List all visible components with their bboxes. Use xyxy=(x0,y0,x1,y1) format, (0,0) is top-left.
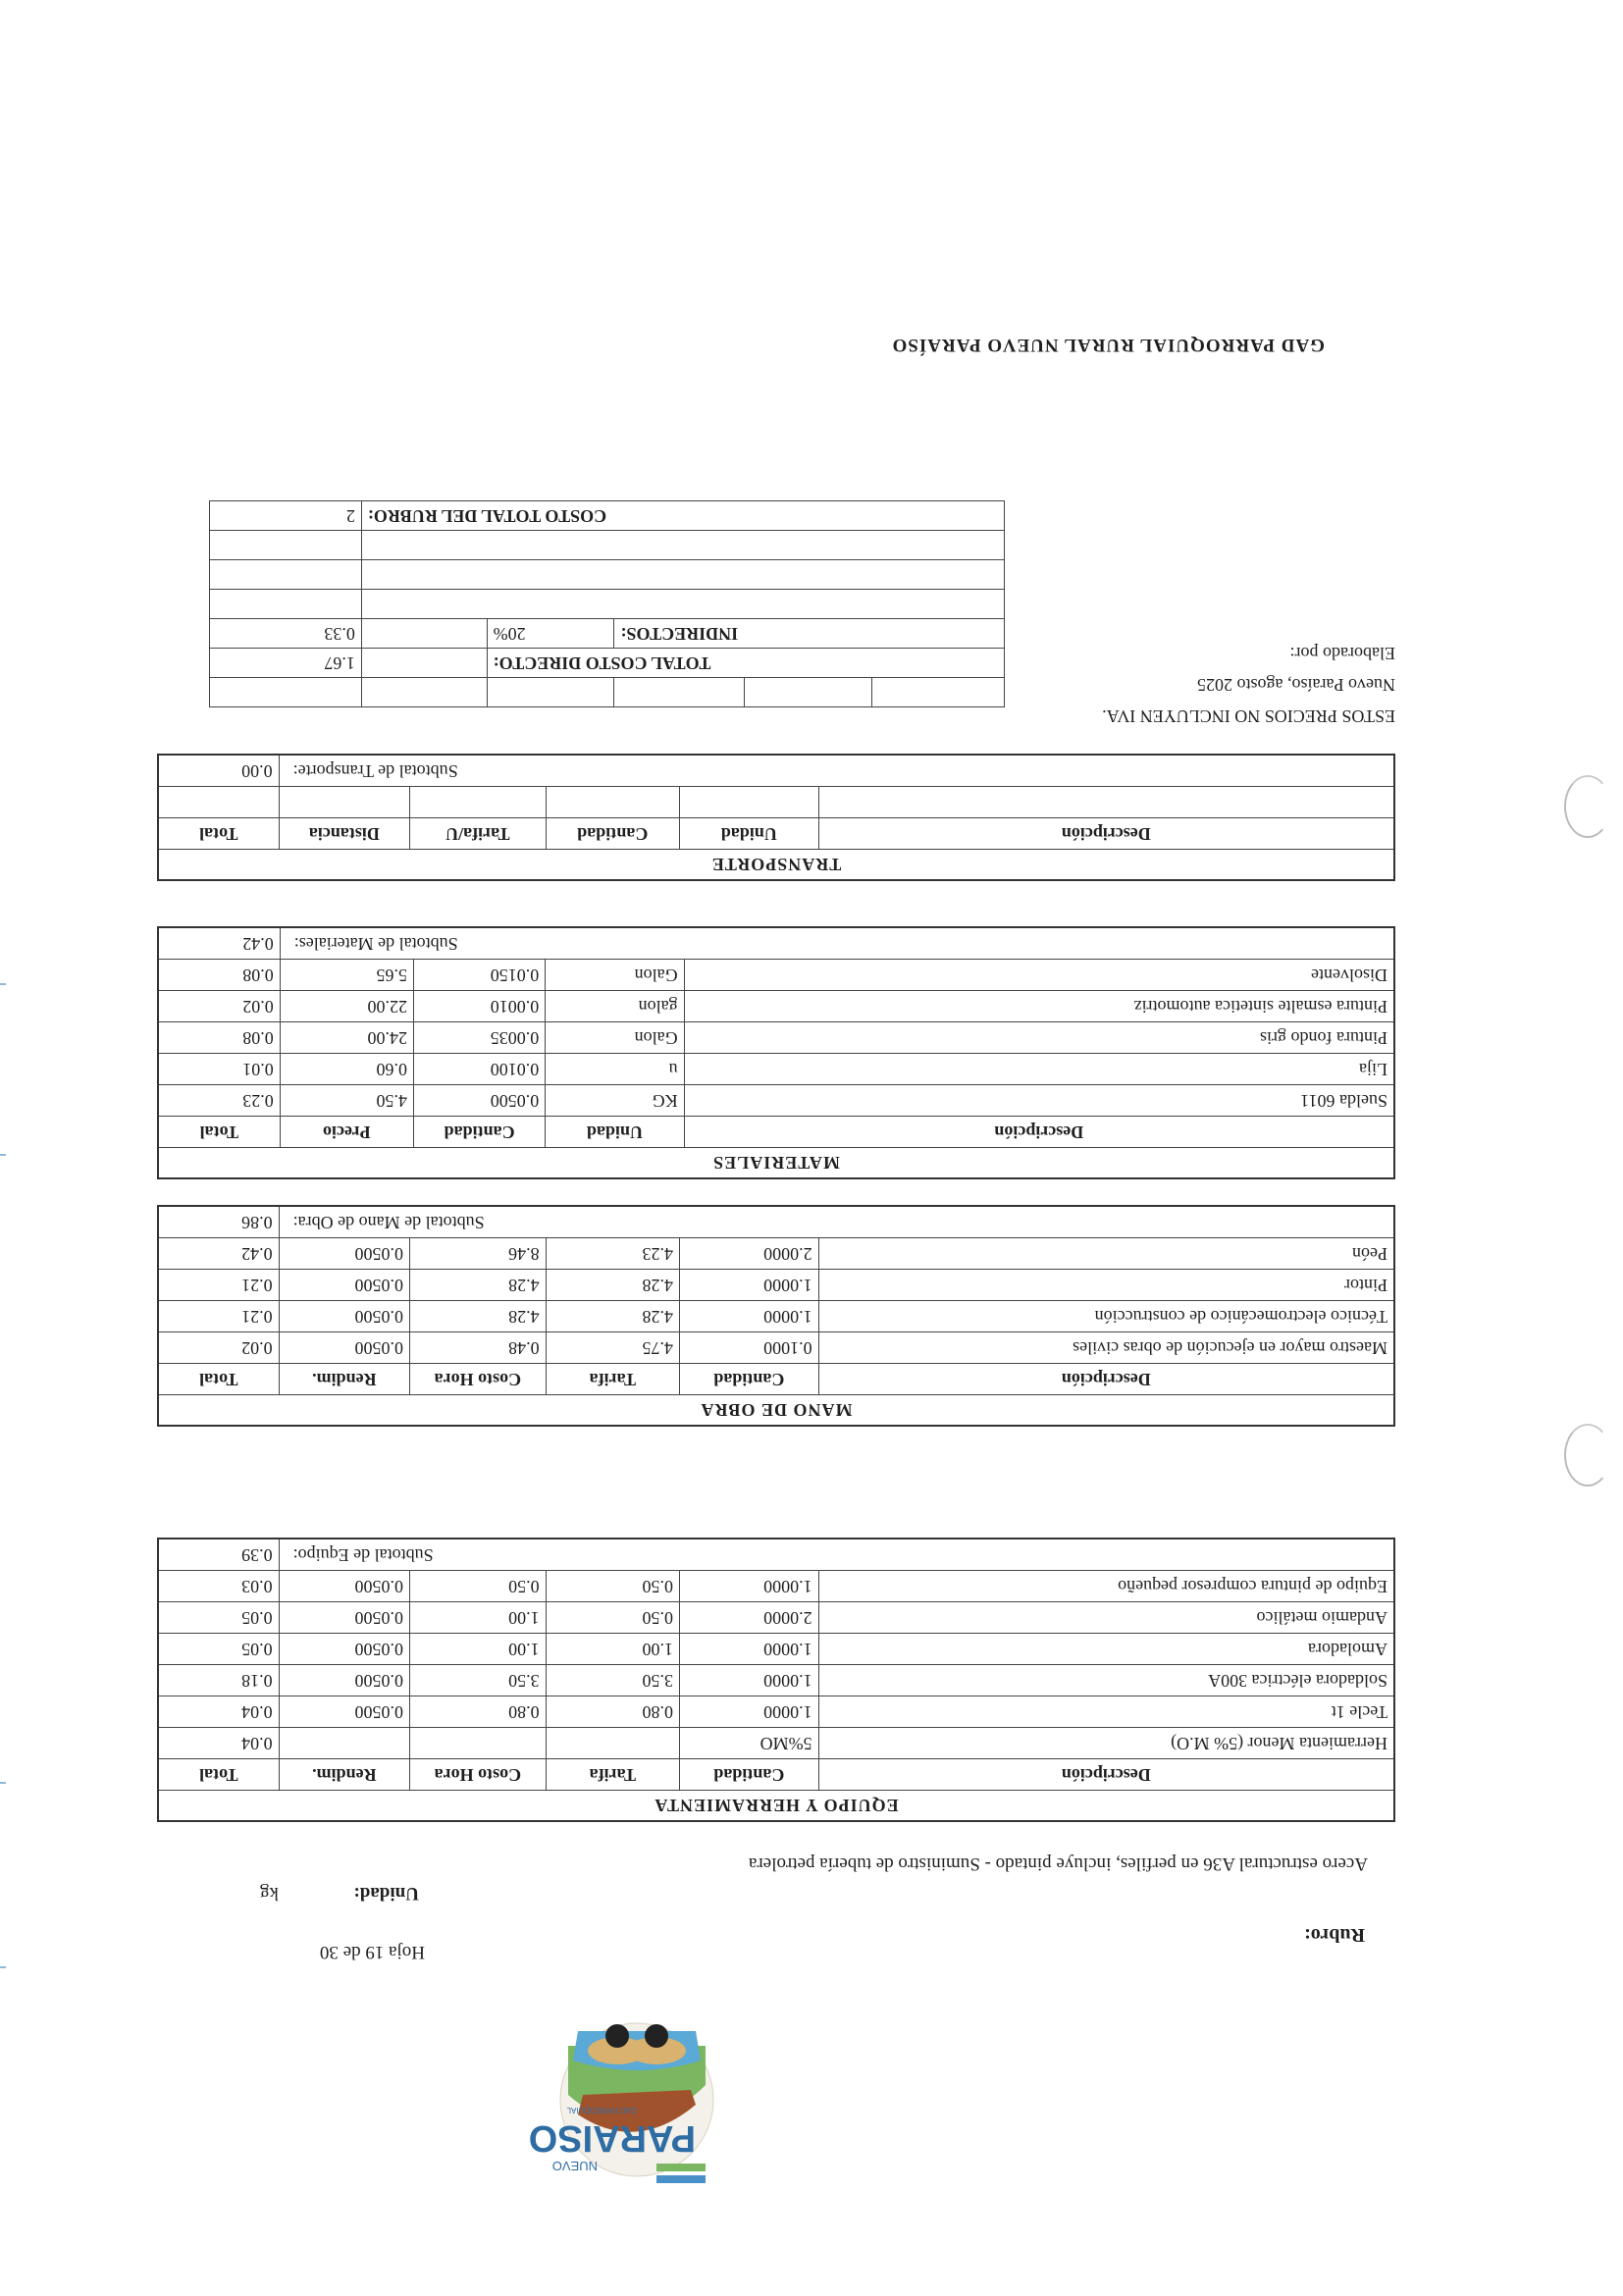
cell-desc: Suelda 6011 xyxy=(684,1085,1394,1117)
cell-total: 0.42 xyxy=(158,1238,279,1270)
cell-desc: Soldadora eléctrica 300A xyxy=(818,1665,1394,1696)
transporte-header-unidad: Unidad xyxy=(680,818,819,850)
mano-obra-header-costo-hora: Costo Hora xyxy=(410,1364,547,1395)
cell-cantidad: 0.0010 xyxy=(414,991,546,1022)
cell-tarifa: 0.50 xyxy=(546,1602,679,1634)
cell-total: 0.08 xyxy=(158,960,280,991)
cell-rendim: 0.0500 xyxy=(279,1665,409,1696)
cell-precio: 24.00 xyxy=(280,1022,413,1054)
cell-total: 0.04 xyxy=(158,1696,279,1728)
totals-table xyxy=(209,500,1005,707)
indirectos-value: 0.33 xyxy=(210,619,362,649)
punch-hole-mark xyxy=(1564,1424,1611,1487)
cell-costo-hora: 4.28 xyxy=(410,1301,547,1332)
equipo-header-cantidad: Cantidad xyxy=(680,1759,819,1791)
unidad-label: Unidad: xyxy=(353,1883,419,1904)
cell-cantidad: 2.0000 xyxy=(680,1238,819,1270)
cell-rendim: 0.0500 xyxy=(279,1301,409,1332)
cell-costo-hora xyxy=(410,1728,547,1759)
equipo-title: EQUIPO Y HERRAMIENTA xyxy=(158,1791,1394,1822)
equipo-subtotal-value: 0.39 xyxy=(158,1539,279,1571)
cell-cantidad: 1.0000 xyxy=(680,1696,819,1728)
total-directo-label: TOTAL COSTO DIRECTO: xyxy=(487,649,1004,678)
table-row xyxy=(158,1571,1394,1602)
materiales-header-desc: Descripción xyxy=(684,1117,1394,1148)
equipo-header-total: Total xyxy=(158,1759,279,1791)
cell-total: 0.05 xyxy=(158,1634,279,1665)
table-row xyxy=(158,1054,1394,1085)
cell-total: 0.08 xyxy=(158,1022,280,1054)
cell-cantidad: 5%MO xyxy=(680,1728,819,1759)
margin-mark xyxy=(0,1966,6,1968)
indirectos-label: INDIRECTOS: xyxy=(614,619,1005,649)
cell-total: 0.18 xyxy=(158,1665,279,1696)
table-row xyxy=(158,1270,1394,1301)
equipo-header-rendim: Rendim. xyxy=(279,1759,409,1791)
cell-rendim: 0.0500 xyxy=(279,1270,409,1301)
logo-text-bottom: GAD PARROQUIAL xyxy=(566,2106,637,2114)
cell-unidad: u xyxy=(546,1054,684,1085)
cell-costo-hora: 4.28 xyxy=(410,1270,547,1301)
cell-costo-hora: 1.00 xyxy=(410,1602,547,1634)
transporte-header-cantidad: Cantidad xyxy=(546,818,679,850)
cell-desc: Lija xyxy=(684,1054,1394,1085)
page-number: Hoja 19 de 30 xyxy=(319,1942,425,1962)
transporte-title: TRANSPORTE xyxy=(158,850,1394,881)
cell-total: 0.02 xyxy=(158,1332,279,1364)
mano-obra-subtotal-value: 0.86 xyxy=(158,1206,279,1238)
punch-hole-mark xyxy=(1564,775,1611,838)
cell-tarifa: 0.80 xyxy=(546,1696,679,1728)
mano-obra-subtotal-label: Subtotal de Mano de Obra: xyxy=(279,1206,1394,1238)
cell-desc: Herramienta Menor (5% M.O) xyxy=(818,1728,1394,1759)
materiales-header-total: Total xyxy=(158,1117,280,1148)
table-row xyxy=(158,787,1394,818)
cell-unidad: Galon xyxy=(546,1022,684,1054)
materiales-header-cantidad: Cantidad xyxy=(414,1117,546,1148)
cell-unidad: KG xyxy=(546,1085,684,1117)
cell-total: 0.01 xyxy=(158,1054,280,1085)
cell-cantidad: 1.0000 xyxy=(680,1665,819,1696)
materiales-table xyxy=(157,926,1395,1179)
table-row xyxy=(158,1022,1394,1054)
equipo-header-tarifa: Tarifa xyxy=(546,1759,679,1791)
transporte-subtotal-value: 0.00 xyxy=(158,755,279,787)
cell-cantidad: 0.0100 xyxy=(414,1054,546,1085)
materiales-subtotal-value: 0.42 xyxy=(158,927,280,960)
margin-mark xyxy=(0,1154,6,1156)
materiales-header-precio: Precio xyxy=(280,1117,413,1148)
cell-desc: Equipo de pintura compresor pequeño xyxy=(818,1571,1394,1602)
cell-costo-hora: 1.00 xyxy=(410,1634,547,1665)
mano-obra-table xyxy=(157,1205,1395,1427)
transporte-header-tarifa: Tarifa/U xyxy=(410,818,547,850)
materiales-title: MATERIALES xyxy=(158,1148,1394,1179)
materiales-header-unidad: Unidad xyxy=(546,1117,684,1148)
equipo-header-costo-hora: Costo Hora xyxy=(410,1759,547,1791)
cell-rendim: 0.0500 xyxy=(279,1332,409,1364)
cell-tarifa: 4.28 xyxy=(546,1270,679,1301)
elaborado-por: Elaborado por: xyxy=(1289,644,1395,663)
cell-costo-hora: 0.48 xyxy=(410,1332,547,1364)
cell-total: 0.21 xyxy=(158,1270,279,1301)
cell-cantidad: 0.0035 xyxy=(414,1022,546,1054)
cell-desc: Pintura fondo gris xyxy=(684,1022,1394,1054)
margin-mark xyxy=(0,983,6,985)
cell-tarifa: 4.23 xyxy=(546,1238,679,1270)
table-row xyxy=(158,991,1394,1022)
cell-rendim: 0.0500 xyxy=(279,1602,409,1634)
cell-rendim: 0.0500 xyxy=(279,1571,409,1602)
cell-cantidad: 2.0000 xyxy=(680,1602,819,1634)
equipo-subtotal-label: Subtotal de Equipo: xyxy=(279,1539,1394,1571)
cell-tarifa: 0.50 xyxy=(546,1571,679,1602)
cell-total: 0.04 xyxy=(158,1728,279,1759)
cell-cantidad: 0.1000 xyxy=(680,1332,819,1364)
transporte-table xyxy=(157,754,1395,881)
materiales-subtotal-label: Subtotal de Materiales: xyxy=(280,927,1394,960)
entity-name: GAD PARROQUIAL RURAL NUEVO PARAÍSO xyxy=(891,335,1325,355)
cell-tarifa: 1.00 xyxy=(546,1634,679,1665)
table-row xyxy=(158,1634,1394,1665)
table-row xyxy=(158,1085,1394,1117)
cell-total: 0.23 xyxy=(158,1085,280,1117)
cell-desc: Andamio metálico xyxy=(818,1602,1394,1634)
cell-costo-hora: 0.50 xyxy=(410,1571,547,1602)
costo-total-value: 2 xyxy=(210,501,362,531)
cell-total: 0.05 xyxy=(158,1602,279,1634)
logo-text-top: NUEVO xyxy=(551,2159,598,2173)
transporte-subtotal-label: Subtotal de Transporte: xyxy=(279,755,1394,787)
cell-cantidad: 0.0500 xyxy=(414,1085,546,1117)
costo-total-label: COSTO TOTAL DEL RUBRO: xyxy=(361,501,1004,531)
cell-rendim xyxy=(279,1728,409,1759)
cell-desc: Pintor xyxy=(818,1270,1394,1301)
cell-cantidad: 1.0000 xyxy=(680,1301,819,1332)
table-row xyxy=(158,1332,1394,1364)
rubro-description: Acero estructural A36 en perfiles, incluye pintado - Suministro de tubería petrolera xyxy=(748,1853,1368,1874)
cell-rendim: 0.0500 xyxy=(279,1634,409,1665)
logo-text-main: PARAISO xyxy=(528,2117,696,2159)
mano-obra-header-cantidad: Cantidad xyxy=(680,1364,819,1395)
iva-note: ESTOS PRECIOS NO INCLUYEN IVA. xyxy=(1102,706,1395,726)
cell-desc: Técnico electromecánico de construcción xyxy=(818,1301,1394,1332)
cell-precio: 5.65 xyxy=(280,960,413,991)
cell-unidad: Galon xyxy=(546,960,684,991)
cell-cantidad: 1.0000 xyxy=(680,1571,819,1602)
table-row xyxy=(158,1696,1394,1728)
total-directo-value: 1.67 xyxy=(210,649,362,678)
cell-desc: Amoladora xyxy=(818,1634,1394,1665)
transporte-header-total: Total xyxy=(158,818,279,850)
cell-precio: 22.00 xyxy=(280,991,413,1022)
transporte-header-desc: Descripción xyxy=(818,818,1394,850)
cell-costo-hora: 3.50 xyxy=(410,1665,547,1696)
cell-tarifa: 3.50 xyxy=(546,1665,679,1696)
cell-precio: 0.60 xyxy=(280,1054,413,1085)
indirectos-pct: 20% xyxy=(487,619,614,649)
cell-total: 0.03 xyxy=(158,1571,279,1602)
cell-total: 0.21 xyxy=(158,1301,279,1332)
cell-desc: Pintura esmalte sintetica automotriz xyxy=(684,991,1394,1022)
cell-tarifa xyxy=(546,1728,679,1759)
cell-rendim: 0.0500 xyxy=(279,1696,409,1728)
table-row xyxy=(158,1238,1394,1270)
mano-obra-header-tarifa: Tarifa xyxy=(546,1364,679,1395)
margin-mark xyxy=(0,1782,6,1784)
cell-desc: Disolvente xyxy=(684,960,1394,991)
mano-obra-header-rendim: Rendim. xyxy=(279,1364,409,1395)
cell-total: 0.02 xyxy=(158,991,280,1022)
unidad-value: kg xyxy=(260,1883,279,1904)
rubro-label: Rubro: xyxy=(1304,1924,1365,1946)
table-row xyxy=(158,1665,1394,1696)
cell-tarifa: 4.75 xyxy=(546,1332,679,1364)
cell-rendim: 0.0500 xyxy=(279,1238,409,1270)
mano-obra-header-desc: Descripción xyxy=(818,1364,1394,1395)
cell-costo-hora: 8.46 xyxy=(410,1238,547,1270)
table-row xyxy=(158,960,1394,991)
cell-desc: Tecle 1t xyxy=(818,1696,1394,1728)
equipo-header-desc: Descripción xyxy=(818,1759,1394,1791)
transporte-header-distancia: Distancia xyxy=(279,818,409,850)
cell-unidad: galon xyxy=(546,991,684,1022)
cell-cantidad: 1.0000 xyxy=(680,1634,819,1665)
cell-desc: Peón xyxy=(818,1238,1394,1270)
cell-costo-hora: 0.80 xyxy=(410,1696,547,1728)
cell-precio: 4.50 xyxy=(280,1085,413,1117)
mano-obra-header-total: Total xyxy=(158,1364,279,1395)
mano-obra-title: MANO DE OBRA xyxy=(158,1395,1394,1427)
cell-desc: Maestro mayor en ejecución de obras civiles xyxy=(818,1332,1394,1364)
table-row xyxy=(158,1602,1394,1634)
place-date: Nuevo Paraíso, agosto 2025 xyxy=(1197,675,1395,695)
equipo-table xyxy=(157,1538,1395,1822)
table-row xyxy=(158,1301,1394,1332)
cell-cantidad: 0.0150 xyxy=(414,960,546,991)
cell-cantidad: 1.0000 xyxy=(680,1270,819,1301)
cell-tarifa: 4.28 xyxy=(546,1301,679,1332)
table-row xyxy=(158,1728,1394,1759)
